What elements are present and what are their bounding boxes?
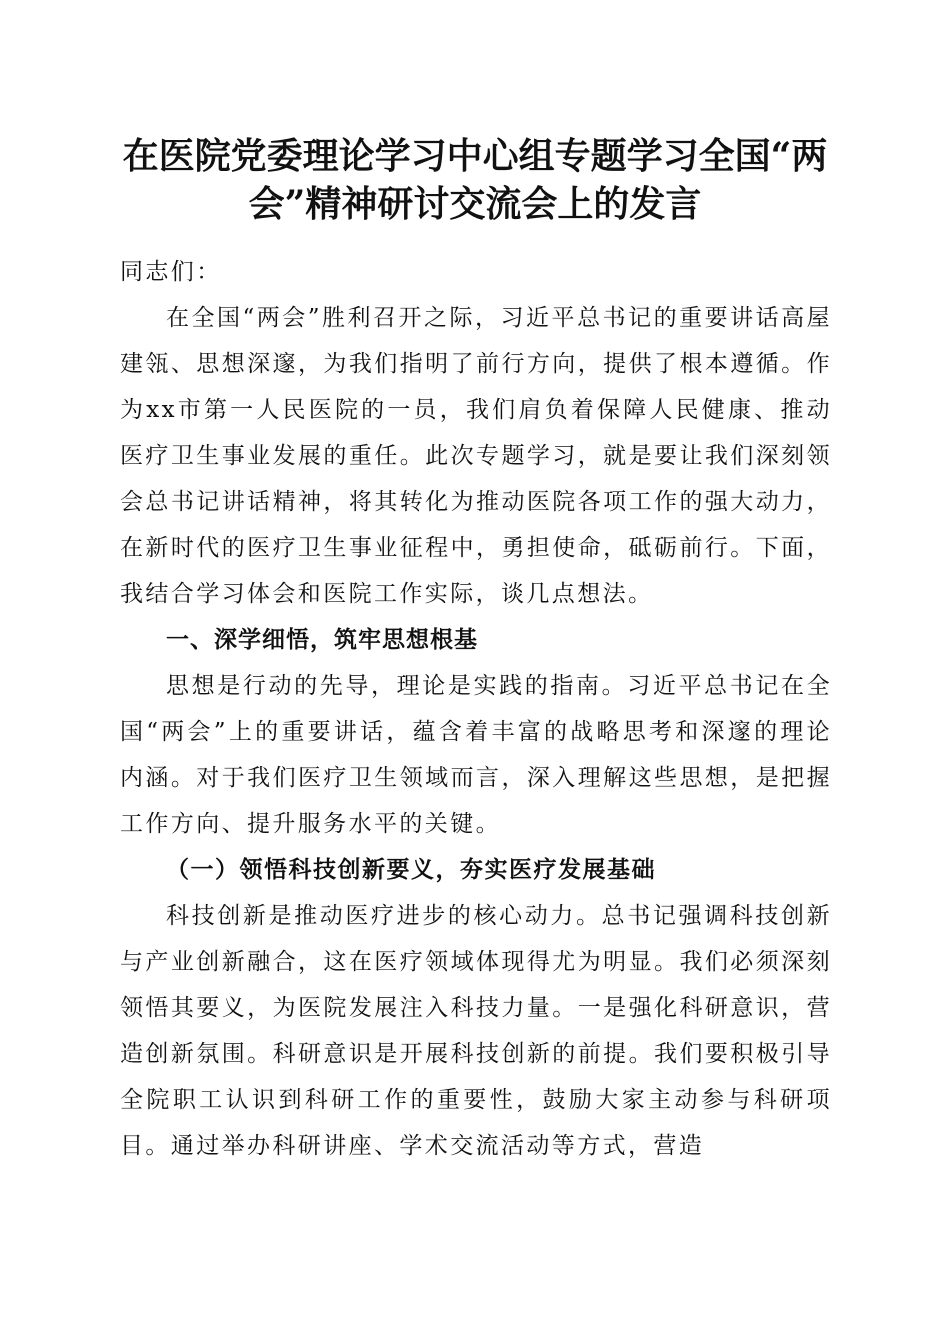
greeting: 同志们： [120, 259, 222, 285]
intro-paragraph: 在全国“两会”胜利召开之际，习近平总书记的重要讲话高屋建瓴、思想深邃，为我们指明了前行方向，提供了根本遵循。作为xx市第一人民医院的一员，我们肩负着保障人民健康、推动医疗卫生事业发展的重任。此次专题学习，就是要让我们深刻领会总书记讲话精神，将其转化为推动医院各项工作的强大动力，在新时代的医疗卫生事业征程中，勇担使命，砥砺前行。下面，我结合学习体会和医院工作实际，谈几点想法。 [120, 305, 832, 607]
document-body [120, 249, 832, 1169]
subsection-1-paragraph: 科技创新是推动医疗进步的核心动力。总书记强调科技创新与产业创新融合，这在医疗领域体现得尤为明显。我们必须深刻领悟其要义，为医院发展注入科技力量。一是强化科研意识，营造创新氛围。科研意识是开展科技创新的前提。我们要积极引导全院职工认识到科研工作的重要性，鼓励大家主动参与科研项目。通过举办科研讲座、学术交流活动等方式，营造 [120, 903, 832, 1159]
document-title: 在医院党委理论学习中心组专题学习全国“两会”精神研讨交流会上的发言 [122, 135, 828, 225]
section-1-paragraph: 思想是行动的先导，理论是实践的指南。习近平总书记在全国“两会”上的重要讲话，蕴含着丰富的战略思考和深邃的理论内涵。对于我们医疗卫生领域而言，深入理解这些思想，是把握工作方向、提升服务水平的关键。 [120, 673, 832, 837]
section-heading-1: 一、深学细悟，筑牢思想根基 [166, 627, 478, 653]
subsection-heading-1: （一）领悟科技创新要义，夯实医疗发展基础 [166, 856, 656, 883]
